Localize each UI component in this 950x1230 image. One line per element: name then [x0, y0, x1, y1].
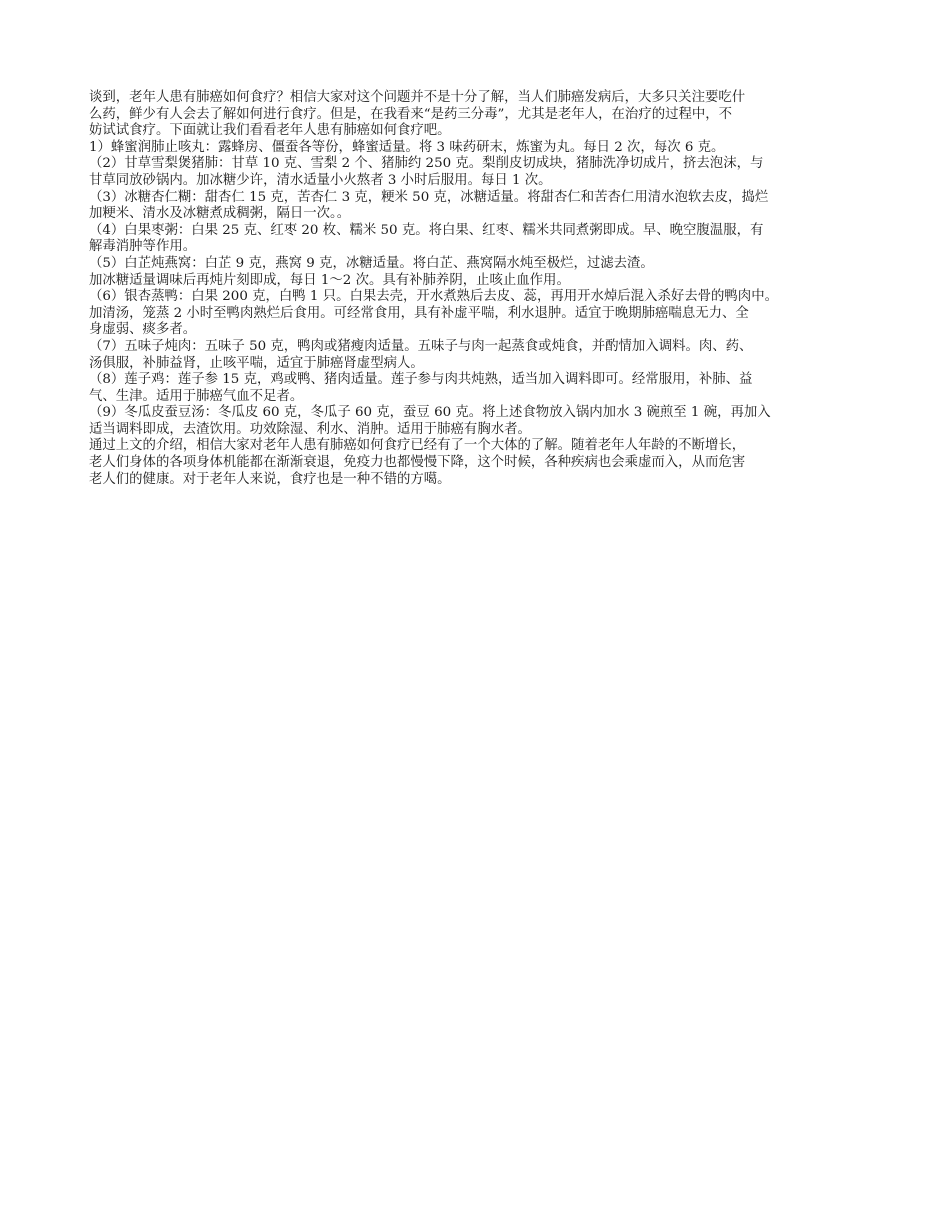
intro-line-1: 谈到，老年人患有肺癌如何食疗？相信大家对这个问题并不是十分了解，当人们肺癌发病后，大多只关注要吃什 — [89, 90, 746, 105]
recipe-6-line-2: 加清汤，笼蒸 2 小时至鸭肉熟烂后食用。可经常食用，具有补虚平喘，利水退肿。适宜于晚期肺癌喘息无力、全 — [89, 305, 749, 321]
conclusion-line-2: 老人们身体的各项身体机能都在渐渐衰退，免疫力也都慢慢下降，这个时候，各种疾病也会乘虚而入，从而危害 — [89, 455, 746, 471]
recipe-5-line-2: 加冰糖适量调味后再炖片刻即成，每日 1～2 次。具有补肺养阴，止咳止血作用。 — [89, 272, 570, 288]
recipe-8-line-1: （8）莲子鸡：莲子参 15 克，鸡或鸭、猪肉适量。莲子参与肉共炖熟，适当加入调料即可。经常服用，补肺、益 — [89, 372, 753, 388]
intro-line-2: 么药，鲜少有人会去了解如何进行食疗。但是，在我看来“是药三分毒”，尤其是老年人，在治疗的过程中，不 — [89, 106, 733, 122]
recipe-6-line-3: 身虚弱、痰多者。 — [89, 322, 197, 338]
recipe-6-line-1: （6）银杏蒸鸭：白果 200 克，白鸭 1 只。白果去壳，开水煮熟后去皮、蕊，再用开水焯后混入杀好去骨的鸭肉中。 — [89, 289, 778, 305]
recipe-7-line-1: （7）五味子炖肉：五味子 50 克，鸭肉或猪瘦肉适量。五味子与肉一起蒸食或炖食，并酌情加入调料。肉、药、 — [89, 338, 753, 354]
recipe-5-line-1: （5）白芷炖燕窝：白芷 9 克，燕窝 9 克，冰糖适量。将白芷、燕窝隔水炖至极烂，过滤去渣。 — [89, 255, 654, 271]
recipe-2-line-1: （2）甘草雪梨煲猪肺：甘草 10 克、雪梨 2 个、猪肺约 250 克。梨削皮切成块，猪肺洗净切成片，挤去泡沫，与 — [89, 156, 764, 172]
recipe-9-line-1: （9）冬瓜皮蚕豆汤：冬瓜皮 60 克，冬瓜子 60 克，蚕豆 60 克。将上述食物放入锅内加水 3 碗煎至 1 碗，再加入 — [89, 405, 771, 421]
document-body — [89, 90, 889, 488]
recipe-3-line-2: 加粳米、清水及冰糖煮成稠粥，隔日一次。。 — [89, 206, 351, 222]
conclusion-line-1: 通过上文的介绍，相信大家对老年人患有肺癌如何食疗已经有了一个大体的了解。随着老年人年龄的不断增长， — [89, 438, 746, 454]
recipe-3-line-1: （3）冰糖杏仁糊：甜杏仁 15 克，苦杏仁 3 克，粳米 50 克，冰糖适量。将甜杏仁和苦杏仁用清水泡软去皮，捣烂 — [89, 189, 769, 205]
recipe-4-line-2: 解毒消肿等作用。 — [89, 239, 197, 255]
recipe-8-line-2: 气、生津。适用于肺癌气血不足者。 — [89, 388, 304, 404]
recipe-4-line-1: （4）白果枣粥：白果 25 克、红枣 20 枚、糯米 50 克。将白果、红枣、糯米共同煮粥即成。早、晚空腹温服，有 — [89, 222, 764, 238]
intro-line-3: 妨试试食疗。下面就让我们看看老年人患有肺癌如何食疗吧。 — [89, 123, 451, 139]
recipe-2-line-2: 甘草同放砂锅内。加冰糖少许，清水适量小火熬者 3 小时后服用。每日 1 次。 — [89, 172, 552, 188]
recipe-1-line-1: 1）蜂蜜润肺止咳丸：露蜂房、僵蚕各等份，蜂蜜适量。将 3 味药研末，炼蜜为丸。每日 2 次，每次 6 克。 — [89, 139, 725, 155]
recipe-9-line-2: 适当调料即成，去渣饮用。功效除湿、利水、消肿。适用于肺癌有胸水者。 — [89, 421, 531, 437]
recipe-7-line-2: 汤俱服，补肺益肾，止咳平喘，适宜于肺癌肾虚型病人。 — [89, 355, 424, 371]
conclusion-line-3: 老人们的健康。对于老年人来说，食疗也是一种不错的方噶。 — [89, 471, 451, 487]
